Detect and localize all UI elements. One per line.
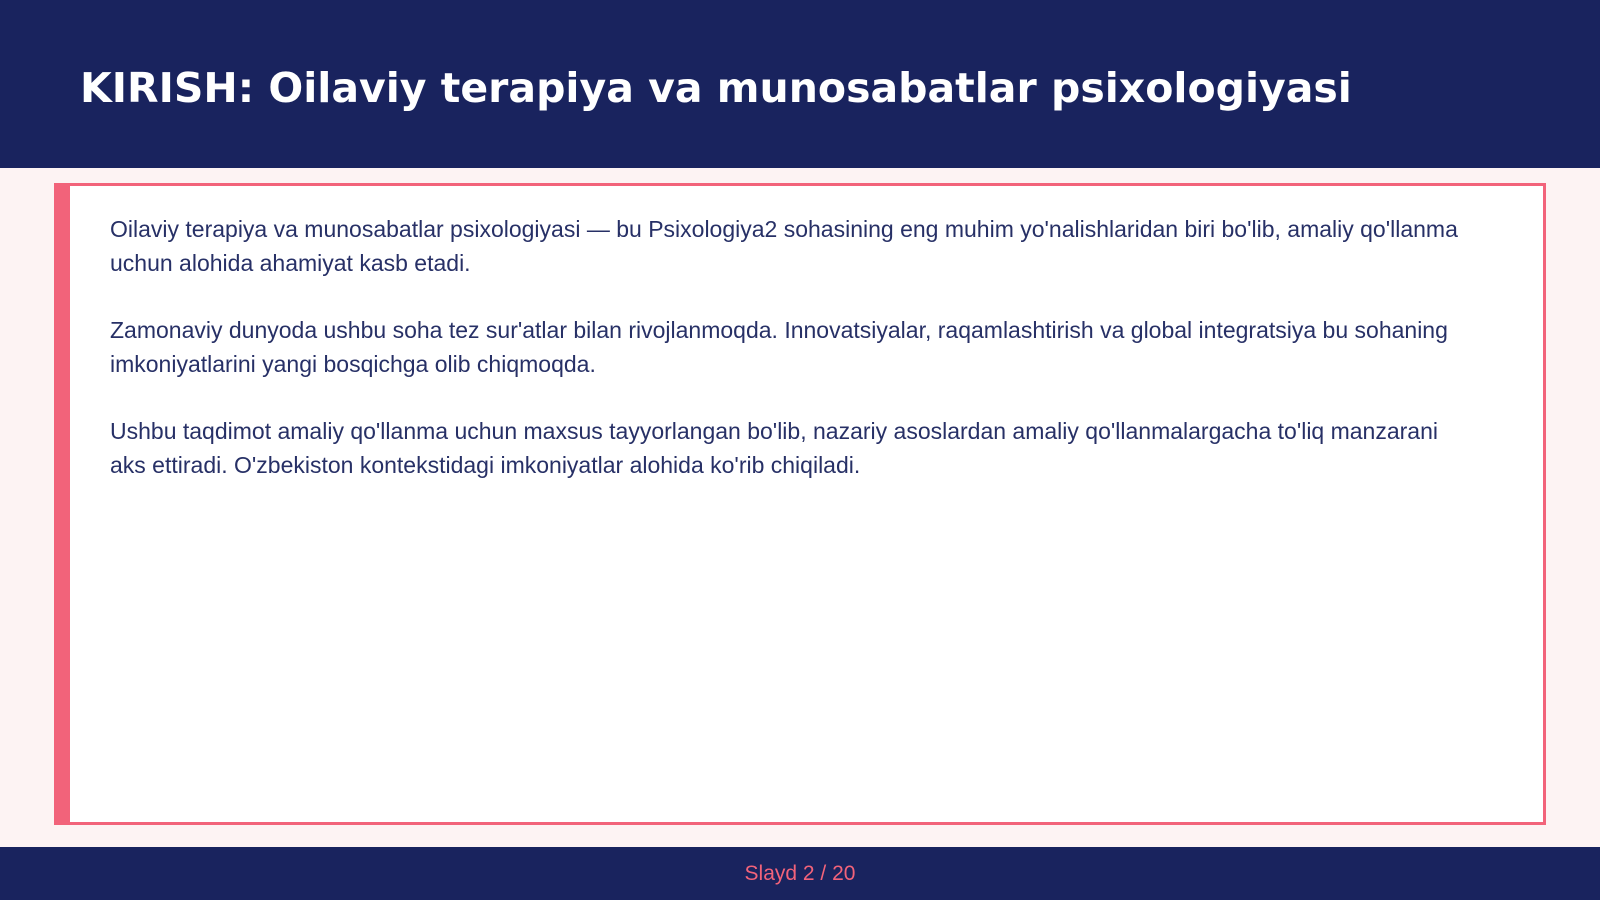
slide-title: KIRISH: Oilaviy terapiya va munosabatlar psixologiyasi bbox=[80, 64, 1352, 112]
paragraph-modern-world: Zamonaviy dunyoda ushbu soha tez sur'atlar bilan rivojlanmoqda. Innovatsiyalar, raqamlashtirish va global integratsiya bu sohaning imkoniyatlarini yangi bosqichga olib chiqmoqda. bbox=[110, 317, 1448, 377]
slide-counter: Slayd 2 / 20 bbox=[744, 862, 856, 885]
content-body bbox=[110, 212, 1480, 515]
content-card bbox=[54, 183, 1546, 825]
paragraph-presentation-purpose: Ushbu taqdimot amaliy qo'llanma uchun maxsus tayyorlangan bo'lib, nazariy asoslardan amaliy qo'llanmalargacha to'liq manzarani aks ettiradi. O'zbekiston kontekstidagi imkoniyatlar alohida ko'rib chiqiladi. bbox=[110, 418, 1438, 478]
paragraph-intro: Oilaviy terapiya va munosabatlar psixologiyasi — bu Psixologiya2 sohasining eng muhim yo'nalishlaridan biri bo'lib, amaliy qo'llanma uchun alohida ahamiyat kasb etadi. bbox=[110, 216, 1458, 276]
slide-footer bbox=[0, 847, 1600, 900]
slide-header bbox=[0, 0, 1600, 168]
